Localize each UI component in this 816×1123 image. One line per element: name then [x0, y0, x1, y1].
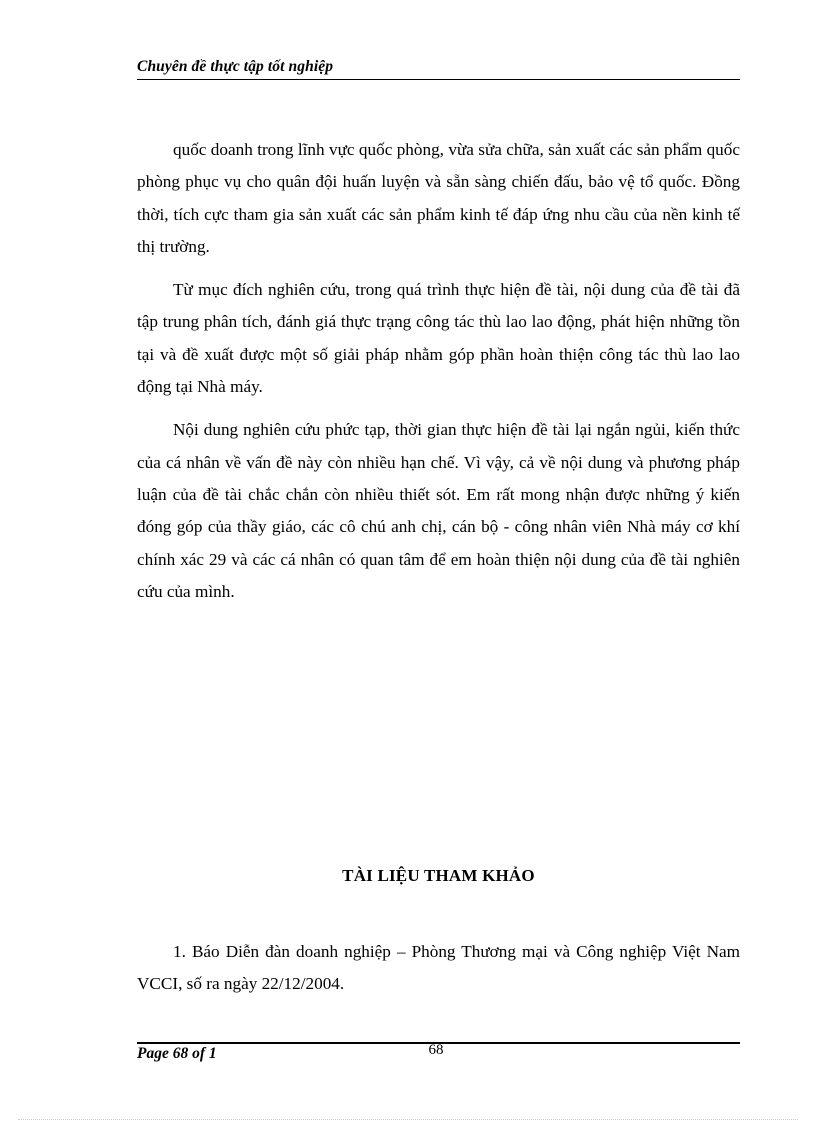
- references-list: [137, 936, 740, 1001]
- paragraph-2: Từ mục đích nghiên cứu, trong quá trình thực hiện đề tài, nội dung của đề tài đã tập trung phân tích, đánh giá thực trạng công tác thù lao lao động, phát hiện những tồn tại và đề xuất được một số giải pháp nhằm góp phần hoàn thiện công tác thù lao lao động tại Nhà máy.: [137, 280, 740, 397]
- paragraph-3: Nội dung nghiên cứu phức tạp, thời gian thực hiện đề tài lại ngắn ngủi, kiến thức của cá nhân về vấn đề này còn nhiều hạn chế. Vì vậy, cả về nội dung và phương pháp luận của đề tài chắc chắn còn nhiều thiết sót. Em rất mong nhận được những ý kiến đóng góp của thầy giáo, các cô chú anh chị, cán bộ - công nhân viên Nhà máy cơ khí chính xác 29 và các cá nhân có quan tâm để em hoàn thiện nội dung của đề tài nghiên cứu của mình.: [137, 420, 740, 601]
- page-number: 68: [428, 1042, 444, 1058]
- page-bottom-border: [18, 1119, 798, 1120]
- page-header: [137, 57, 740, 80]
- reference-item-1: 1. Báo Diễn đàn doanh nghiệp – Phòng Thương mại và Công nghiệp Việt Nam VCCI, số ra ngày 22/12/2004.: [137, 942, 740, 994]
- body-text: [137, 134, 740, 619]
- header-title: Chuyên đề thực tập tốt nghiệp: [137, 58, 334, 75]
- footer-page-label: Page 68 of 1: [137, 1045, 217, 1062]
- paragraph-1: quốc doanh trong lĩnh vực quốc phòng, vừa sửa chữa, sản xuất các sản phẩm quốc phòng phục vụ cho quân đội huấn luyện và sẵn sàng chiến đấu, bảo vệ tổ quốc. Đồng thời, tích cực tham gia sản xuất các sản phẩm kinh tế đáp ứng nhu cầu của nền kinh tế thị trường.: [137, 140, 740, 256]
- references-title: TÀI LIỆU THAM KHẢO: [342, 866, 535, 885]
